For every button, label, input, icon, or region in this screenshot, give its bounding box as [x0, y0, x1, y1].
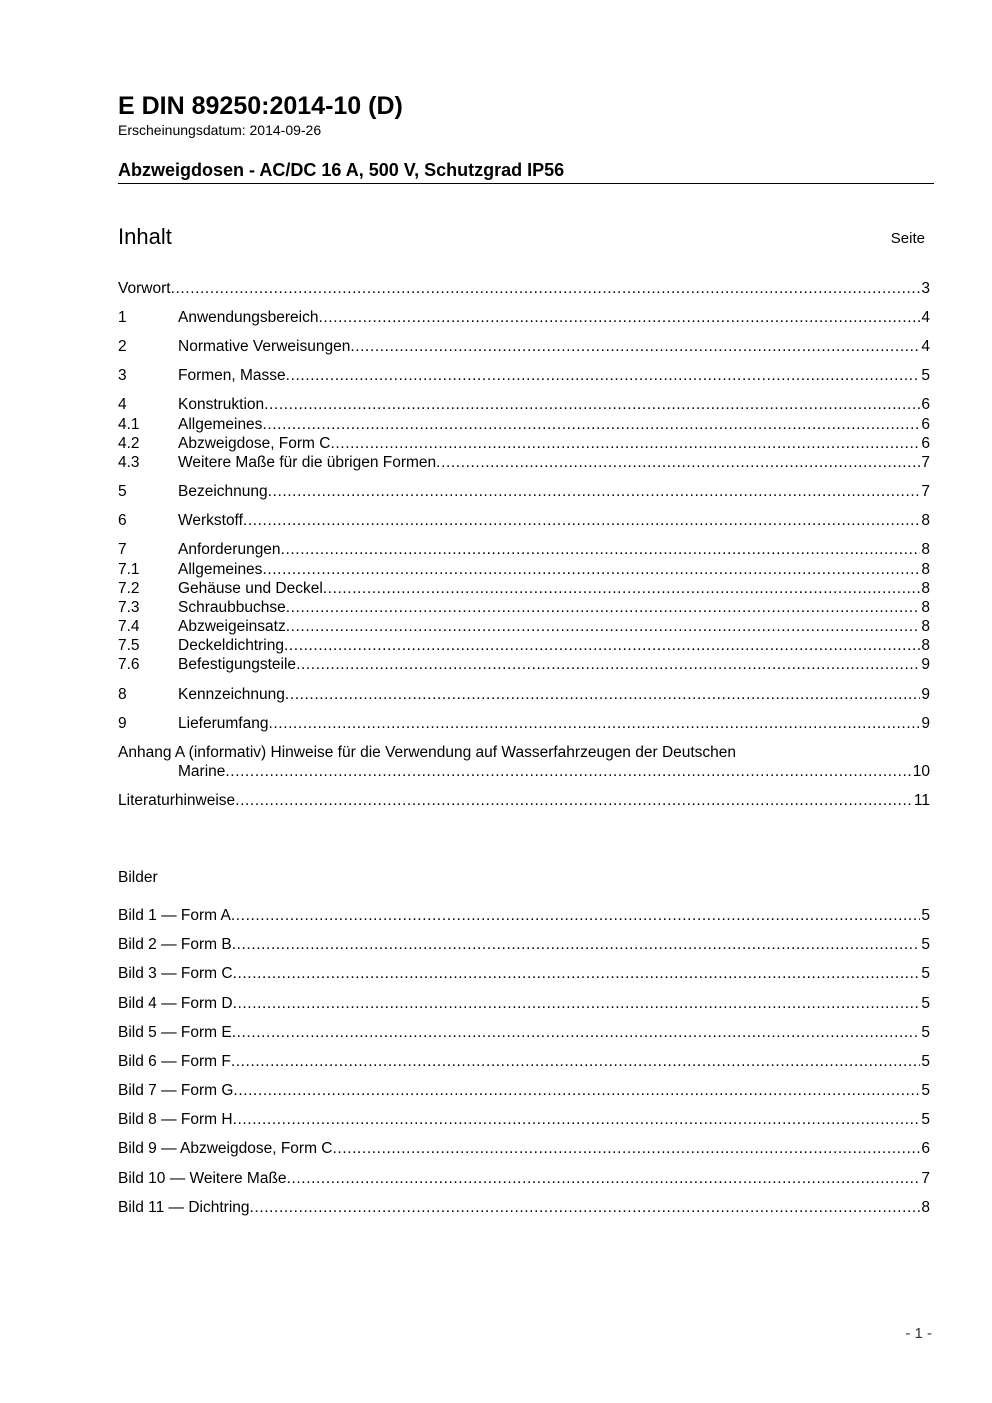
- dot-leader: [243, 511, 920, 530]
- toc-entry-number: 7: [118, 541, 127, 558]
- dot-leader: [264, 395, 920, 414]
- publication-date: Erscheinungsdatum: 2014-09-26: [118, 122, 322, 138]
- toc-entry-label: Marine: [178, 763, 226, 780]
- toc-entry-label: Lieferumfang: [178, 715, 269, 732]
- toc-entry[interactable]: [118, 366, 930, 385]
- dot-leader: [231, 906, 921, 925]
- page-number: - 1 -: [905, 1325, 932, 1342]
- toc-entry-number: 2: [118, 338, 127, 355]
- toc-entry[interactable]: [118, 308, 930, 327]
- toc-entry-number: 4.3: [118, 454, 140, 471]
- toc-entry-number: 1: [118, 309, 127, 326]
- toc-entry[interactable]: [118, 714, 930, 733]
- toc-entry-label: Konstruktion: [178, 396, 265, 413]
- toc-entry[interactable]: [118, 655, 930, 674]
- toc-entry-number: 7.2: [118, 580, 140, 597]
- toc-entry-number: 9: [118, 715, 127, 732]
- figure-entry[interactable]: [118, 1081, 930, 1100]
- figure-entry[interactable]: [118, 1052, 930, 1071]
- figure-entry-label: Bild 4 — Form D: [118, 995, 233, 1012]
- toc-entry[interactable]: [118, 279, 930, 298]
- document-page: [118, 0, 934, 1403]
- dot-leader: [232, 1023, 921, 1042]
- figure-entry-page: 5: [921, 1111, 930, 1128]
- toc-entry-label: Schraubbuchse: [178, 599, 286, 616]
- dot-leader: [231, 1052, 921, 1071]
- figure-entry[interactable]: [118, 964, 930, 983]
- toc-entry[interactable]: [118, 511, 930, 530]
- figures-heading: Bilder: [118, 869, 158, 886]
- dot-leader: [284, 636, 920, 655]
- dot-leader: [171, 279, 921, 298]
- figure-entry-label: Bild 3 — Form C: [118, 965, 233, 982]
- dot-leader: [262, 415, 920, 434]
- toc-entry[interactable]: [118, 598, 930, 617]
- figure-entry-page: 8: [921, 1199, 930, 1216]
- contents-heading: Inhalt: [118, 224, 172, 249]
- toc-entry-page: 8: [921, 618, 930, 635]
- toc-entry-label: Literaturhinweise: [118, 792, 236, 809]
- dot-leader: [436, 453, 920, 472]
- toc-entry-label: Vorwort: [118, 280, 171, 297]
- figure-entry-page: 5: [921, 936, 930, 953]
- figure-entry-page: 5: [921, 995, 930, 1012]
- dot-leader: [268, 714, 920, 733]
- toc-entry-page: 8: [921, 512, 930, 529]
- toc-bibliography[interactable]: [118, 791, 930, 810]
- toc-entry-number: 7.3: [118, 599, 140, 616]
- figure-entry[interactable]: [118, 1023, 930, 1042]
- toc-entry[interactable]: [118, 482, 930, 501]
- toc-entry-page: 8: [921, 580, 930, 597]
- dot-leader: [233, 964, 921, 983]
- toc-entry-number: 7.1: [118, 561, 140, 578]
- dot-leader: [235, 791, 913, 810]
- toc-entry-page: 9: [921, 686, 930, 703]
- toc-entry-label: Bezeichnung: [178, 483, 268, 500]
- toc-entry[interactable]: [118, 685, 930, 704]
- figure-entry-page: 5: [921, 1082, 930, 1099]
- figure-entry[interactable]: [118, 1139, 930, 1158]
- dot-leader: [268, 482, 921, 501]
- toc-entry[interactable]: [118, 415, 930, 434]
- header-divider: [118, 183, 934, 184]
- toc-entry-page: 6: [921, 416, 930, 433]
- toc-entry-label: Weitere Maße für die übrigen Formen: [178, 454, 437, 471]
- page-column-label: Seite: [890, 230, 925, 247]
- toc-entry-page: 6: [921, 435, 930, 452]
- figure-entry-label: Bild 8 — Form H: [118, 1111, 233, 1128]
- dot-leader: [285, 685, 921, 704]
- figure-entry-label: Bild 10 — Weitere Maße: [118, 1170, 287, 1187]
- figure-entry-page: 5: [921, 907, 930, 924]
- toc-entry[interactable]: [118, 560, 930, 579]
- toc-entry-page: 7: [921, 483, 930, 500]
- toc-entry-number: 4: [118, 396, 127, 413]
- dot-leader: [286, 366, 921, 385]
- toc-entry-number: 4.1: [118, 416, 140, 433]
- dot-leader: [350, 337, 920, 356]
- figure-entry-label: Bild 9 — Abzweigdose, Form C: [118, 1140, 333, 1157]
- toc-entry-label: Anwendungsbereich: [178, 309, 319, 326]
- toc-entry[interactable]: [118, 453, 930, 472]
- toc-entry-page: 10: [912, 763, 930, 780]
- dot-leader: [323, 579, 921, 598]
- dot-leader: [333, 1139, 921, 1158]
- toc-entry[interactable]: [118, 434, 930, 453]
- toc-entry-number: 7.5: [118, 637, 140, 654]
- toc-entry-number: 4.2: [118, 435, 140, 452]
- figure-entry-label: Bild 6 — Form F: [118, 1053, 231, 1070]
- dot-leader: [281, 540, 921, 559]
- dot-leader: [318, 308, 920, 327]
- toc-entry-number: 7.6: [118, 656, 140, 673]
- toc-annex-title[interactable]: Anhang A (informativ) Hinweise für die Verwendung auf Wasserfahrzeugen der Deutschen: [118, 744, 737, 761]
- figure-entry-label: Bild 7 — Form G: [118, 1082, 234, 1099]
- figure-entry-page: 5: [921, 1024, 930, 1041]
- toc-entry[interactable]: [118, 636, 930, 655]
- dot-leader: [286, 617, 921, 636]
- figure-entry-page: 7: [921, 1170, 930, 1187]
- toc-entry-page: 7: [921, 454, 930, 471]
- toc-entry-page: 4: [921, 338, 930, 355]
- toc-entry-label: Abzweigeinsatz: [178, 618, 286, 635]
- toc-entry-number: 8: [118, 686, 127, 703]
- toc-entry-number: 3: [118, 367, 127, 384]
- dot-leader: [287, 1169, 921, 1188]
- dot-leader: [233, 994, 921, 1013]
- toc-entry[interactable]: [118, 540, 930, 559]
- figure-entry-label: Bild 11 — Dichtring: [118, 1199, 250, 1216]
- dot-leader: [286, 598, 921, 617]
- toc-entry[interactable]: [118, 617, 930, 636]
- toc-entry-label: Befestigungsteile: [178, 656, 297, 673]
- figure-entry-label: Bild 5 — Form E: [118, 1024, 232, 1041]
- toc-entry-label: Abzweigdose, Form C: [178, 435, 331, 452]
- toc-entry-page: 8: [921, 599, 930, 616]
- toc-entry[interactable]: [118, 337, 930, 356]
- toc-entry-page: 8: [921, 637, 930, 654]
- figure-entry[interactable]: [118, 906, 930, 925]
- toc-entry-label: Kennzeichnung: [178, 686, 285, 703]
- toc-entry-label: Normative Verweisungen: [178, 338, 351, 355]
- dot-leader: [233, 1110, 921, 1129]
- dot-leader: [330, 434, 920, 453]
- toc-entry-page: 5: [921, 367, 930, 384]
- toc-entry-number: 6: [118, 512, 127, 529]
- document-id: E DIN 89250:2014-10 (D): [118, 92, 403, 120]
- dot-leader: [232, 935, 921, 954]
- toc-entry[interactable]: [118, 579, 930, 598]
- figure-entry[interactable]: [118, 1198, 930, 1217]
- figure-entry[interactable]: [118, 1169, 930, 1188]
- toc-entry-number: 7.4: [118, 618, 140, 635]
- dot-leader: [262, 560, 920, 579]
- figure-entry[interactable]: [118, 994, 930, 1013]
- toc-entry-page: 8: [921, 561, 930, 578]
- toc-entry-page: 3: [921, 280, 930, 297]
- toc-entry-page: 9: [921, 656, 930, 673]
- figure-entry[interactable]: [118, 1110, 930, 1129]
- figure-entry-page: 5: [921, 965, 930, 982]
- toc-entry[interactable]: [118, 395, 930, 414]
- dot-leader: [225, 762, 911, 781]
- toc-entry-page: 4: [921, 309, 930, 326]
- toc-entry-page: 11: [913, 792, 930, 809]
- figure-entry-page: 5: [921, 1053, 930, 1070]
- toc-entry-label: Anforderungen: [178, 541, 281, 558]
- figure-entry-label: Bild 1 — Form A: [118, 907, 231, 924]
- dot-leader: [250, 1198, 921, 1217]
- dot-leader: [296, 655, 920, 674]
- toc-entry-label: Gehäuse und Deckel: [178, 580, 323, 597]
- figure-entry[interactable]: [118, 935, 930, 954]
- toc-annex-continuation[interactable]: [178, 762, 930, 781]
- toc-entry-page: 6: [921, 396, 930, 413]
- toc-entry-page: 8: [921, 541, 930, 558]
- toc-entry-label: Deckeldichtring: [178, 637, 284, 654]
- toc-entry-label: Formen, Masse: [178, 367, 286, 384]
- figure-entry-label: Bild 2 — Form B: [118, 936, 232, 953]
- toc-entry-label: Werkstoff: [178, 512, 243, 529]
- toc-entry-label: Allgemeines: [178, 561, 263, 578]
- dot-leader: [233, 1081, 920, 1100]
- toc-entry-page: 9: [921, 715, 930, 732]
- figure-entry-page: 6: [921, 1140, 930, 1157]
- document-subject: Abzweigdosen - AC/DC 16 A, 500 V, Schutzgrad IP56: [118, 160, 565, 180]
- toc-entry-number: 5: [118, 483, 127, 500]
- toc-entry-label: Allgemeines: [178, 416, 263, 433]
